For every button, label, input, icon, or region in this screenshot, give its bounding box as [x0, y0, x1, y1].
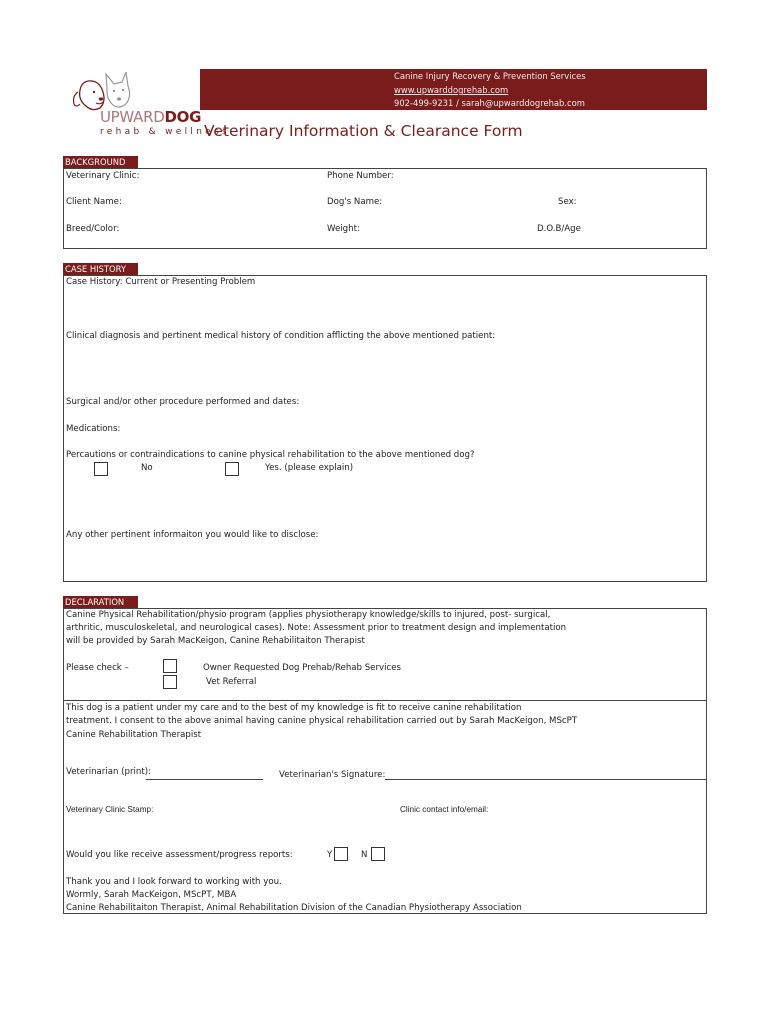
signoff-name: Wormly, Sarah MacKeigon, MScPT, MBA — [66, 890, 237, 900]
clinic-label: Veterinary Clinic: — [66, 171, 140, 181]
reports-no-checkbox[interactable] — [371, 847, 385, 861]
reports-yes-label: Y — [327, 850, 333, 860]
declaration-section — [63, 608, 707, 914]
please-check-label: Please check – — [66, 663, 129, 673]
program-text-line3: will be provided by Sarah MacKeigon, Canine Rehabilitaiton Therapist — [66, 636, 365, 646]
reports-yes-checkbox[interactable] — [334, 847, 348, 861]
precautions-yes-checkbox[interactable] — [225, 462, 239, 476]
sex-label: Sex: — [558, 197, 577, 207]
owner-requested-label: Owner Requested Dog Prehab/Rehab Services — [203, 663, 401, 673]
section-tab-background: BACKGROUND — [63, 156, 138, 168]
dob-label: D.O.B/Age — [537, 224, 581, 234]
consent-text-line1: This dog is a patient under my care and to the best of my knowledge is fit to receive canine rehabilitation — [66, 703, 522, 713]
services-tagline: Canine Injury Recovery & Prevention Services — [394, 71, 586, 81]
divider — [63, 700, 707, 701]
vet-signature-line[interactable] — [385, 779, 706, 780]
vet-referral-label: Vet Referral — [206, 677, 257, 687]
logo-tagline: rehab & wellness — [100, 127, 231, 137]
signoff-title: Canine Rehabilitaiton Therapist, Animal Rehabilitation Division of the Canadian Physiotherapy Association — [66, 903, 522, 913]
surgical-label: Surgical and/or other procedure performed and dates: — [66, 397, 300, 407]
section-tab-case-history: CASE HISTORY — [63, 263, 138, 275]
vet-print-line[interactable] — [146, 779, 263, 780]
vet-referral-checkbox[interactable] — [163, 675, 177, 689]
phone-label: Phone Number: — [327, 171, 394, 181]
presenting-problem-label: Case History: Current or Presenting Problem — [66, 277, 256, 287]
owner-requested-checkbox[interactable] — [163, 659, 177, 673]
medications-label: Medications: — [66, 424, 121, 434]
logo-wordmark: UPWARDDOG — [100, 108, 202, 126]
client-name-label: Client Name: — [66, 197, 122, 207]
contact-info: 902-499-9231 / sarah@upwarddogrehab.com — [394, 98, 585, 108]
diagnosis-label: Clinical diagnosis and pertinent medical history of condition afflicting the above mentioned patient: — [66, 331, 496, 341]
website-link[interactable]: www.upwarddogrehab.com — [394, 85, 509, 95]
weight-label: Weight: — [327, 224, 360, 234]
page-title: Veterinary Information & Clearance Form — [204, 122, 523, 140]
consent-text-line2: treatment. I consent to the above animal having canine physical rehabilitation carried out by Sarah MacKeigon, MScPT — [66, 716, 578, 726]
precautions-yes-label: Yes. (please explain) — [265, 463, 354, 473]
program-text-line2: arthritic, musculoskeletal, and neurological cases). Note: Assessment prior to treatment design and implementation — [66, 623, 567, 633]
consent-text-line3: Canine Rehabilitation Therapist — [66, 730, 202, 740]
breed-label: Breed/Color: — [66, 224, 120, 234]
dog-name-label: Dog's Name: — [327, 197, 383, 207]
vet-print-label: Veterinarian (print): — [66, 767, 151, 777]
clinic-stamp-label: Veterinary Clinic Stamp: — [66, 805, 154, 814]
precautions-no-checkbox[interactable] — [94, 462, 108, 476]
reports-question: Would you like receive assessment/progress reports: — [66, 850, 293, 860]
section-tab-declaration: DECLARATION — [63, 596, 138, 608]
precautions-no-label: No — [141, 463, 153, 473]
thanks-text: Thank you and I look forward to working with you. — [66, 877, 282, 887]
program-text-line1: Canine Physical Rehabilitation/physio program (applies physiotherapy knowledge/skills to injured, post- surgical, — [66, 610, 551, 620]
vet-signature-label: Veterinarian's Signature: — [279, 770, 386, 780]
clinic-contact-label: Clinic contact info/email: — [400, 805, 489, 814]
other-info-label: Any other pertinent informaiton you would like to disclose: — [66, 530, 319, 540]
reports-no-label: N — [361, 850, 368, 860]
precautions-question: Percautions or contraindications to canine physical rehabilitation to the above mentioned dog? — [66, 450, 475, 460]
